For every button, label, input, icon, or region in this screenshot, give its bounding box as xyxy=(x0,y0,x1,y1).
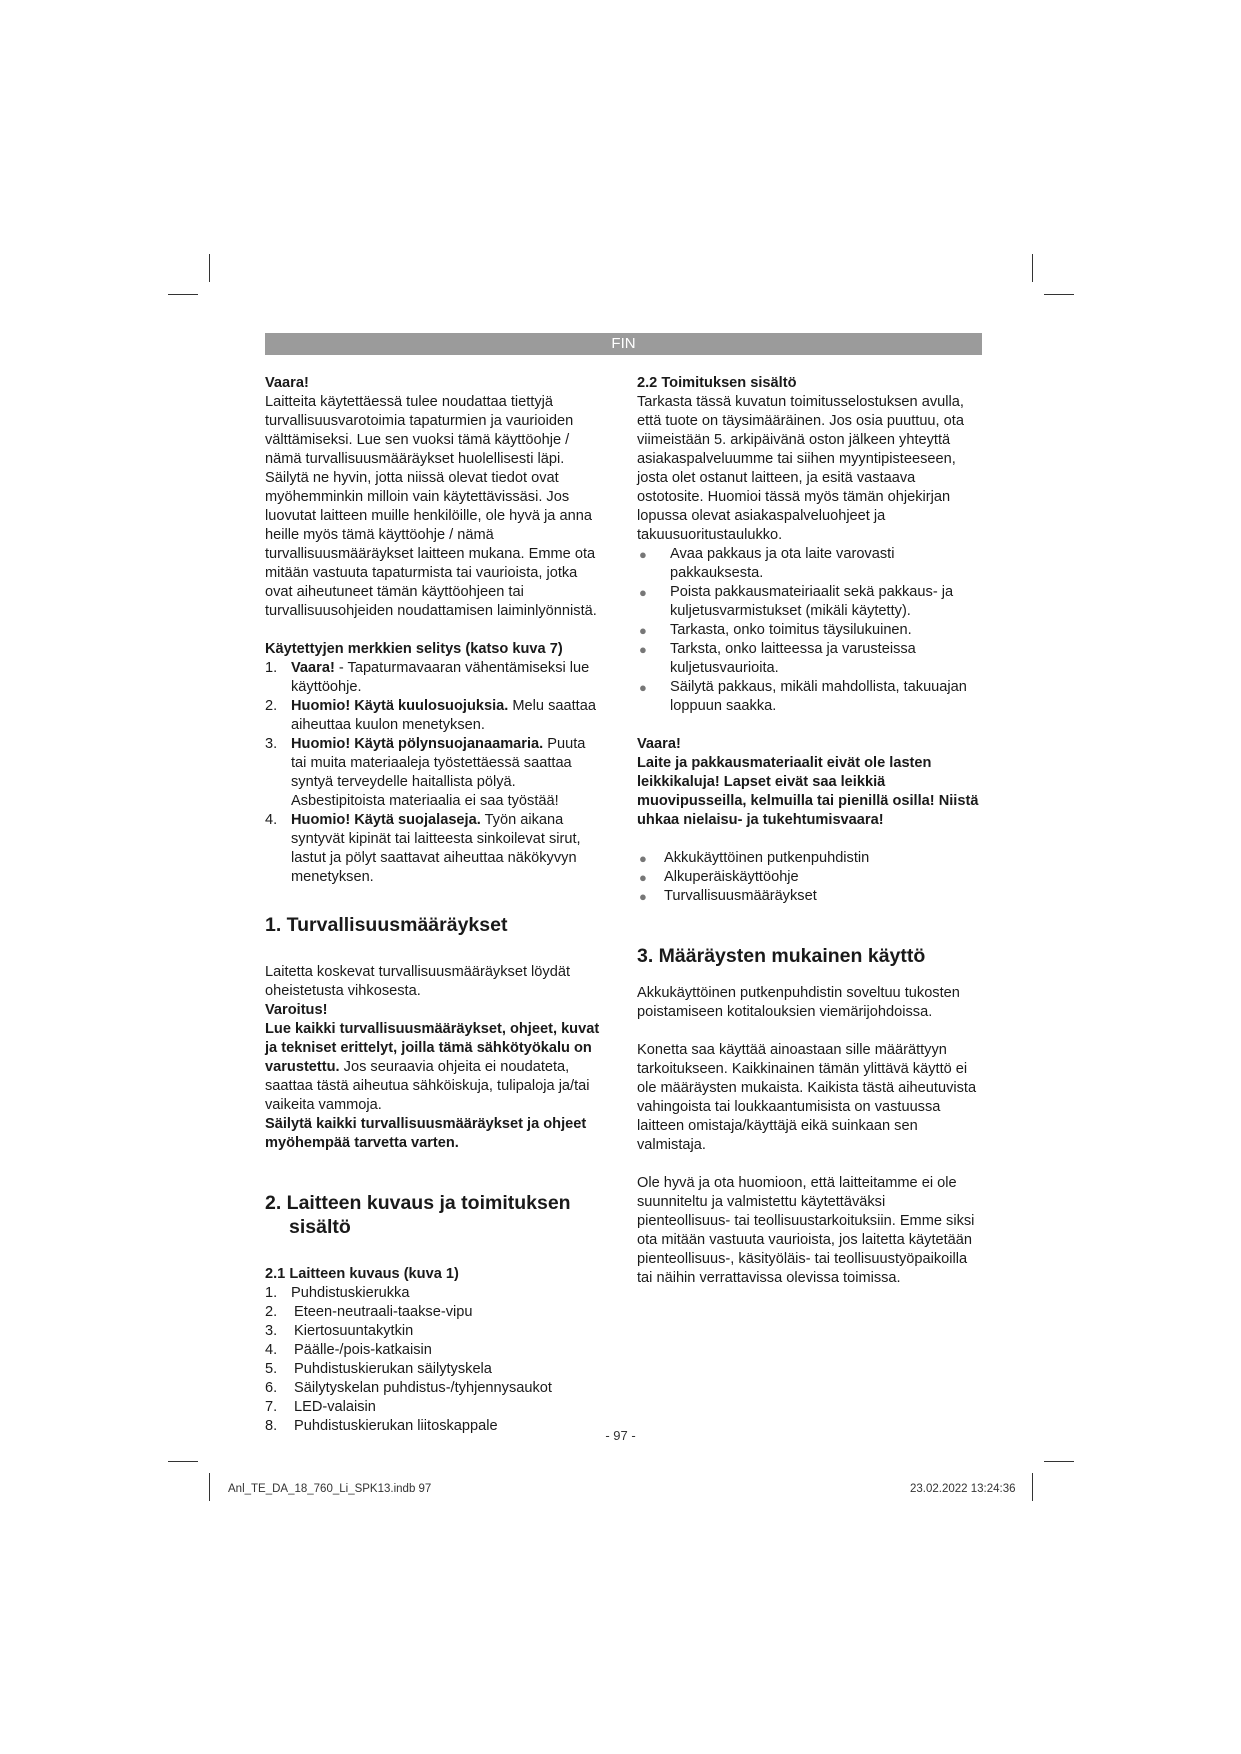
list-item: 1. Vaara! - Tapaturmavaaran vähentämiseksi lue käyttöohje. xyxy=(265,660,590,695)
list-item: ● Avaa pakkaus ja ota laite varovasti pakkauksesta. xyxy=(639,546,895,581)
bullet-icon: ● xyxy=(639,851,647,866)
list-item: ● Poista pakkausmateiriaalit sekä pakkaus- ja kuljetusvarmistukset (mikäli käytetty). xyxy=(639,584,954,619)
list-item: 6. Säilytyskelan puhdistus-/tyhjennysaukot xyxy=(265,1380,552,1396)
bullet-icon: ● xyxy=(639,585,647,600)
footer-file: Anl_TE_DA_18_760_Li_SPK13.indb 97 xyxy=(228,1483,432,1495)
section-1-text: Laitetta koskevat turvallisuusmääräykset löydät oheistetusta vihkosesta. xyxy=(265,964,570,999)
list-item: ● Säilytä pakkaus, mikäli mahdollista, takuuajan loppuun saakka. xyxy=(639,679,967,714)
bullet-icon: ● xyxy=(639,870,647,885)
warning-text: Laitteita käytettäessä tulee noudattaa tiettyjä turvallisuusvarotoimia tapaturmien ja vaurioiden välttämiseksi. Lue sen vuoksi tämä käyttöohje / nämä turvallisuusmääräykset huolellisesti läpi. Säilytä ne hyvin, jotta niissä olevat tiedot ovat myöhemminkin milloin vain käytettävissäsi. Jos luovutat laitteen muille henkilöille, ole hyvä ja anna heille myös tämä käyttöohje / nämä turvallisuusmääräykset laitteen mukana. Emme ota mitään vastuuta tapaturmista tai vaurioista, jotka ovat aiheutuneet tämän käyttöohjeen tai turvallisuusohjeiden noudattamisen laiminlyönnistä. xyxy=(265,394,597,619)
list-item: ● Alkuperäiskäyttöohje xyxy=(639,869,799,885)
section-2-2-text: Tarkasta tässä kuvatun toimitusselostuksen avulla, että tuote on täysimääräinen. Jos osia puuttuu, ota viimeistään 5. arkipäivänä oston jälkeen yhteyttä asiakaspalveluumme tai siihen myyntipisteeseen, josta olet ostanut laitteen, ja esitä vastaava ostotosite. Huomioi tässä myös tämän ohjekirjan lopussa olevat asiakaspalveluohjeet ja takuusuoritustaulukko. xyxy=(637,394,964,543)
crop-mark xyxy=(1032,1473,1033,1501)
list-item: 3. Kiertosuuntakytkin xyxy=(265,1323,414,1339)
list-item: ● Akkukäyttöinen putkenpuhdistin xyxy=(639,850,870,866)
bullet-icon: ● xyxy=(639,547,647,562)
crop-mark xyxy=(168,294,198,295)
section-1-warning: Varoitus! xyxy=(265,1002,328,1018)
crop-mark xyxy=(1032,254,1033,282)
section-1-title: 1. Turvallisuusmääräykset xyxy=(265,914,508,936)
bullet-icon: ● xyxy=(639,642,647,657)
list-item: 2. Eteen-neutraali-taakse-vipu xyxy=(265,1304,473,1320)
bullet-icon: ● xyxy=(639,889,647,904)
list-item: ● Tarksta, onko laitteessa ja varusteissa kuljetusvaurioita. xyxy=(639,641,916,676)
warning-title: Vaara! xyxy=(265,375,309,391)
section-3-paragraph: Ole hyvä ja ota huomioon, että laitteitamme ei ole suunniteltu ja valmistettu käytettäväksi pienteollisuus- tai teollisuustarkoituksiin. Emme siksi ota mitään vastuuta vaurioista, jos laitetta käytetään pienteollisuus-, käsityöläis- tai teollisuustyöpaikoilla tai näihin verrattavissa olevissa toimissa. xyxy=(637,1175,975,1286)
section-2-2-title: 2.2 Toimituksen sisältö xyxy=(637,375,797,391)
list-item: 1. Puhdistuskierukka xyxy=(265,1285,410,1301)
page-number: - 97 - xyxy=(605,1428,636,1443)
list-item: ● Tarkasta, onko toimitus täysilukuinen. xyxy=(639,622,912,638)
list-item: 2. Huomio! Käytä kuulosuojuksia. Melu saattaa aiheuttaa kuulon menetyksen. xyxy=(265,698,596,733)
list-item: 8. Puhdistuskierukan liitoskappale xyxy=(265,1418,498,1434)
crop-mark xyxy=(1044,1461,1074,1462)
crop-mark xyxy=(209,254,210,282)
list-item: 3. Huomio! Käytä pölynsuojanaamaria. Puuta tai muita materiaaleja työstettäessä saattaa syntyä terveydelle haitallista pölyä. Asbestipitoista materiaalia ei saa työstää! xyxy=(265,736,586,809)
crop-mark xyxy=(209,1473,210,1501)
list-item: 4. Huomio! Käytä suojalaseja. Työn aikana syntyvät kipinät tai laitteesta sinkoilevat sirut, lastut ja pölyt saattavat aiheuttaa näkökyvyn menetyksen. xyxy=(265,812,581,885)
list-item: 5. Puhdistuskierukan säilytyskela xyxy=(265,1361,492,1377)
crop-mark xyxy=(168,1461,198,1462)
section-3-paragraph: Akkukäyttöinen putkenpuhdistin soveltuu tukosten poistamiseen kotitalouksien viemärijohdoissa. xyxy=(637,985,960,1020)
footer-timestamp: 23.02.2022 13:24:36 xyxy=(910,1483,1016,1495)
bullet-icon: ● xyxy=(639,623,647,638)
warning-text: Laite ja pakkausmateriaalit eivät ole lasten leikkikaluja! Lapset eivät saa leikkiä muovipusseilla, kelmuilla tai pienillä osilla! Niistä uhkaa nielaisu- ja tukehtumisvaara! xyxy=(637,755,979,828)
section-2-1-title: 2.1 Laitteen kuvaus (kuva 1) xyxy=(265,1266,459,1282)
list-item: 4. Päälle-/pois-katkaisin xyxy=(265,1342,432,1358)
section-3-paragraph: Konetta saa käyttää ainoastaan sille määrättyyn tarkoitukseen. Kaikkinainen tämän ylittävä käyttö ei ole määräysten mukaista. Kaikista tästä aiheutuvista vahingoista tai loukkaantumisista on vastuussa laitteen omistaja/käyttäjä eikä suinkaan sen valmistaja. xyxy=(637,1042,977,1153)
right-column xyxy=(637,374,982,1288)
list-item: ● Turvallisuusmääräykset xyxy=(639,888,817,904)
warning-title: Vaara! xyxy=(637,736,681,752)
bullet-icon: ● xyxy=(639,680,647,695)
section-3-title: 3. Määräysten mukainen käyttö xyxy=(637,945,926,967)
symbols-title: Käytettyjen merkkien selitys (katso kuva 7) xyxy=(265,641,563,657)
crop-mark xyxy=(1044,294,1074,295)
section-1-body: Lue kaikki turvallisuusmääräykset, ohjeet, kuvat ja tekniset erittelyt, joilla tämä sähkötyökalu on varustettu. Jos seuraavia ohjeita ei noudateta, saattaa tästä aiheutua sähköiskuja, tulipaloja ja/tai vaikeita vammoja. xyxy=(265,1021,600,1113)
left-column xyxy=(265,374,603,1436)
list-item: 7. LED-valaisin xyxy=(265,1399,376,1415)
section-1-keep: Säilytä kaikki turvallisuusmääräykset ja ohjeet myöhempää tarvetta varten. xyxy=(265,1116,587,1151)
section-2-title: 2. Laitteen kuvaus ja toimituksen sisältö xyxy=(265,1192,571,1238)
language-header: FIN xyxy=(265,333,982,355)
